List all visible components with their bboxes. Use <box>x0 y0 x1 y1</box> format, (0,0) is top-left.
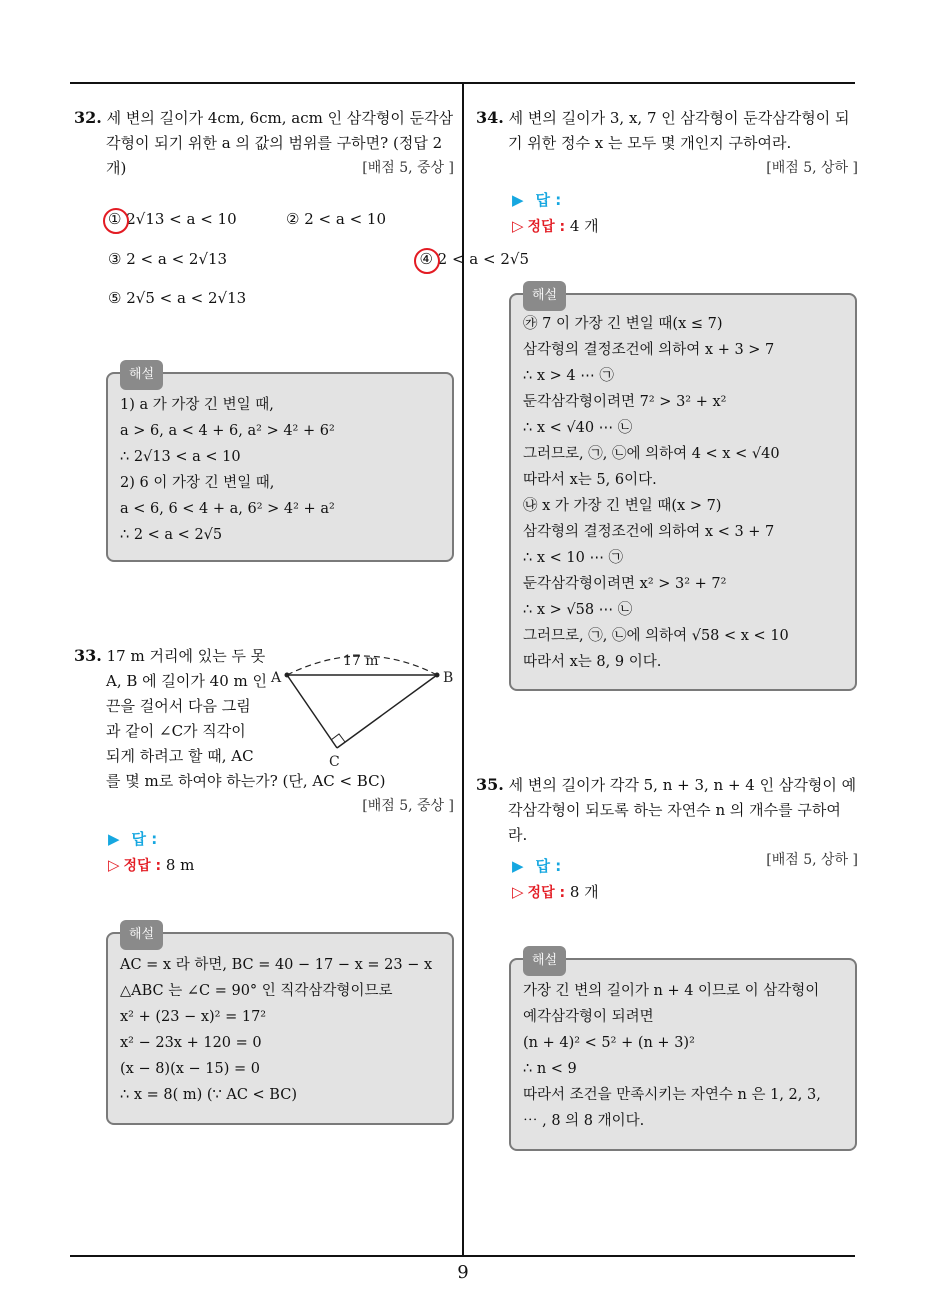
explanation-line: 따라서 x는 8, 9 이다. <box>523 654 662 670</box>
points-label: [배점 5, 상하 ] <box>766 160 858 176</box>
nail-a <box>285 673 290 678</box>
question-text-line: 끈을 걸어서 다음 그림 <box>106 697 251 715</box>
distance-label: 17 m <box>343 653 379 669</box>
vertex-b-label: B <box>443 670 454 686</box>
explanation-line: ∴ x < 10 ⋯ ㉠ <box>523 550 624 566</box>
explanation-line: 1) a 가 가장 긴 변일 때, <box>120 397 274 413</box>
correct-arrow-icon: ▷ <box>512 883 524 901</box>
correct-arrow-icon: ▷ <box>512 217 524 235</box>
answer-arrow-icon: ▶ <box>512 857 524 875</box>
explanation-line: △ABC 는 ∠C = 90° 인 직각삼각형이므로 <box>120 983 393 999</box>
page-number: 9 <box>457 1262 469 1283</box>
question-text-line: A, B 에 길이가 40 m 인 <box>106 672 267 690</box>
explanation-line: ∴ n < 9 <box>523 1061 577 1077</box>
bottom-rule <box>70 1255 855 1257</box>
answer-label: 답 : <box>131 830 158 848</box>
choice-5[interactable]: ⑤ 2√5 < a < 2√13 <box>108 289 247 307</box>
correct-value: 4 개 <box>569 217 599 235</box>
correct-label: 정답 : <box>527 219 566 235</box>
side-bc <box>337 675 437 748</box>
answer-block-33 <box>108 826 194 879</box>
explanation-line: (n + 4)² < 5² + (n + 3)² <box>523 1035 695 1051</box>
question-32 <box>74 105 454 181</box>
question-text: 세 변의 길이가 3, x, 7 인 삼각형이 둔각삼각형이 되기 위한 정수 x 는 모두 몇 개인지 구하여라. <box>508 109 850 152</box>
explanation-box-33 <box>106 927 454 1125</box>
explanation-line: 그러므로, ㉠, ㉡에 의하여 4 < x < √40 <box>523 446 780 462</box>
explanation-box-34 <box>509 288 857 691</box>
choice-3[interactable]: ③ 2 < a < 2√13 <box>108 250 228 268</box>
explanation-line: AC = x 라 하면, BC = 40 − 17 − x = 23 − x <box>120 957 433 973</box>
explanation-line: 둔각삼각형이려면 x² > 3² + 7² <box>523 576 727 592</box>
answer-arrow-icon: ▶ <box>512 191 524 209</box>
points-label: [배점 5, 중상 ] <box>362 798 454 814</box>
question-number: 32. <box>74 108 102 127</box>
explanation-tag: 해설 <box>120 360 163 390</box>
explanation-line: ∴ 2 < a < 2√5 <box>120 527 223 543</box>
explanation-line: 따라서 조건을 만족시키는 자연수 n 은 1, 2, 3, <box>523 1087 821 1103</box>
explanation-line: 삼각형의 결정조건에 의하여 x + 3 > 7 <box>523 342 775 358</box>
explanation-line: 그러므로, ㉠, ㉡에 의하여 √58 < x < 10 <box>523 628 789 644</box>
explanation-line: (x − 8)(x − 15) = 0 <box>120 1061 260 1077</box>
explanation-line: a > 6, a < 4 + 6, a² > 4² + 6² <box>120 423 335 439</box>
explanation-tag: 해설 <box>523 281 566 311</box>
correct-arrow-icon: ▷ <box>108 856 120 874</box>
answer-arrow-icon: ▶ <box>108 830 120 848</box>
explanation-line: ∴ x = 8( m) (∵ AC < BC) <box>120 1087 297 1103</box>
explanation-line: ㉮ 7 이 가장 긴 변일 때(x ≤ 7) <box>523 316 723 332</box>
explanation-box-32 <box>106 367 454 562</box>
triangle-figure <box>265 645 465 770</box>
question-text-line: 17 m 거리에 있는 두 못 <box>106 647 266 665</box>
selected-mark <box>103 208 129 234</box>
vertex-a-label: A <box>271 670 282 686</box>
choice-2[interactable]: ② 2 < a < 10 <box>286 210 386 228</box>
explanation-line: 2) 6 이 가장 긴 변일 때, <box>120 475 275 491</box>
explanation-line: 가장 긴 변의 길이가 n + 4 이므로 이 삼각형이 <box>523 983 820 999</box>
question-text-line: 과 같이 ∠C가 직각이 <box>106 722 246 740</box>
correct-label: 정답 : <box>527 885 566 901</box>
points-label: [배점 5, 상하 ] <box>766 852 858 868</box>
question-text-line: 되게 하려고 할 때, AC <box>106 747 254 765</box>
choice-4[interactable]: ④ 2 < a < 2√5 <box>419 250 529 268</box>
explanation-line: ⋯ , 8 의 8 개이다. <box>523 1113 645 1129</box>
explanation-tag: 해설 <box>120 920 163 950</box>
explanation-line: 예각삼각형이 되려면 <box>523 1009 654 1025</box>
explanation-line: x² − 23x + 120 = 0 <box>120 1035 262 1051</box>
points-label: [배점 5, 중상 ] <box>362 160 454 176</box>
question-text-line: 를 몇 m로 하여야 하는가? (단, AC < BC) <box>106 772 386 790</box>
nail-b <box>435 673 440 678</box>
question-number: 35. <box>476 775 504 794</box>
explanation-line: ∴ x < √40 ⋯ ㉡ <box>523 420 633 436</box>
question-text: 세 변의 길이가 4cm, 6cm, acm 인 삼각형이 둔각삼각형이 되기 위한 a 의 값의 범위를 구하면? (정답 2 개) <box>106 109 454 177</box>
choice-1[interactable]: ① 2√13 < a < 10 <box>108 210 237 228</box>
explanation-line: 따라서 x는 5, 6이다. <box>523 472 657 488</box>
answer-block-35 <box>512 853 599 906</box>
question-number: 33. <box>74 646 102 665</box>
explanation-line: ㉯ x 가 가장 긴 변일 때(x > 7) <box>523 498 722 514</box>
question-number: 34. <box>476 108 504 127</box>
answer-label: 답 : <box>535 857 562 875</box>
correct-value: 8 개 <box>569 883 599 901</box>
selected-mark <box>414 248 440 274</box>
explanation-line: ∴ 2√13 < a < 10 <box>120 449 241 465</box>
question-34 <box>476 105 858 181</box>
side-ac <box>287 675 337 748</box>
answer-label: 답 : <box>535 191 562 209</box>
explanation-box-35 <box>509 953 857 1151</box>
answer-block-34 <box>512 187 599 240</box>
explanation-line: ∴ x > 4 ⋯ ㉠ <box>523 368 614 384</box>
explanation-line: x² + (23 − x)² = 17² <box>120 1009 267 1025</box>
explanation-tag: 해설 <box>523 946 566 976</box>
correct-label: 정답 : <box>123 858 162 874</box>
correct-value: 8 m <box>165 856 195 874</box>
explanation-line: 둔각삼각형이려면 7² > 3² + x² <box>523 394 727 410</box>
explanation-line: ∴ x > √58 ⋯ ㉡ <box>523 602 633 618</box>
right-angle-mark <box>331 734 345 742</box>
explanation-line: a < 6, 6 < 4 + a, 6² > 4² + a² <box>120 501 335 517</box>
choices-32 <box>108 210 529 320</box>
explanation-line: 삼각형의 결정조건에 의하여 x < 3 + 7 <box>523 524 775 540</box>
question-text: 세 변의 길이가 각각 5, n + 3, n + 4 인 삼각형이 예각삼각형이 되도록 하는 자연수 n 의 개수를 구하여라. <box>508 776 857 844</box>
vertex-c-label: C <box>329 754 340 770</box>
